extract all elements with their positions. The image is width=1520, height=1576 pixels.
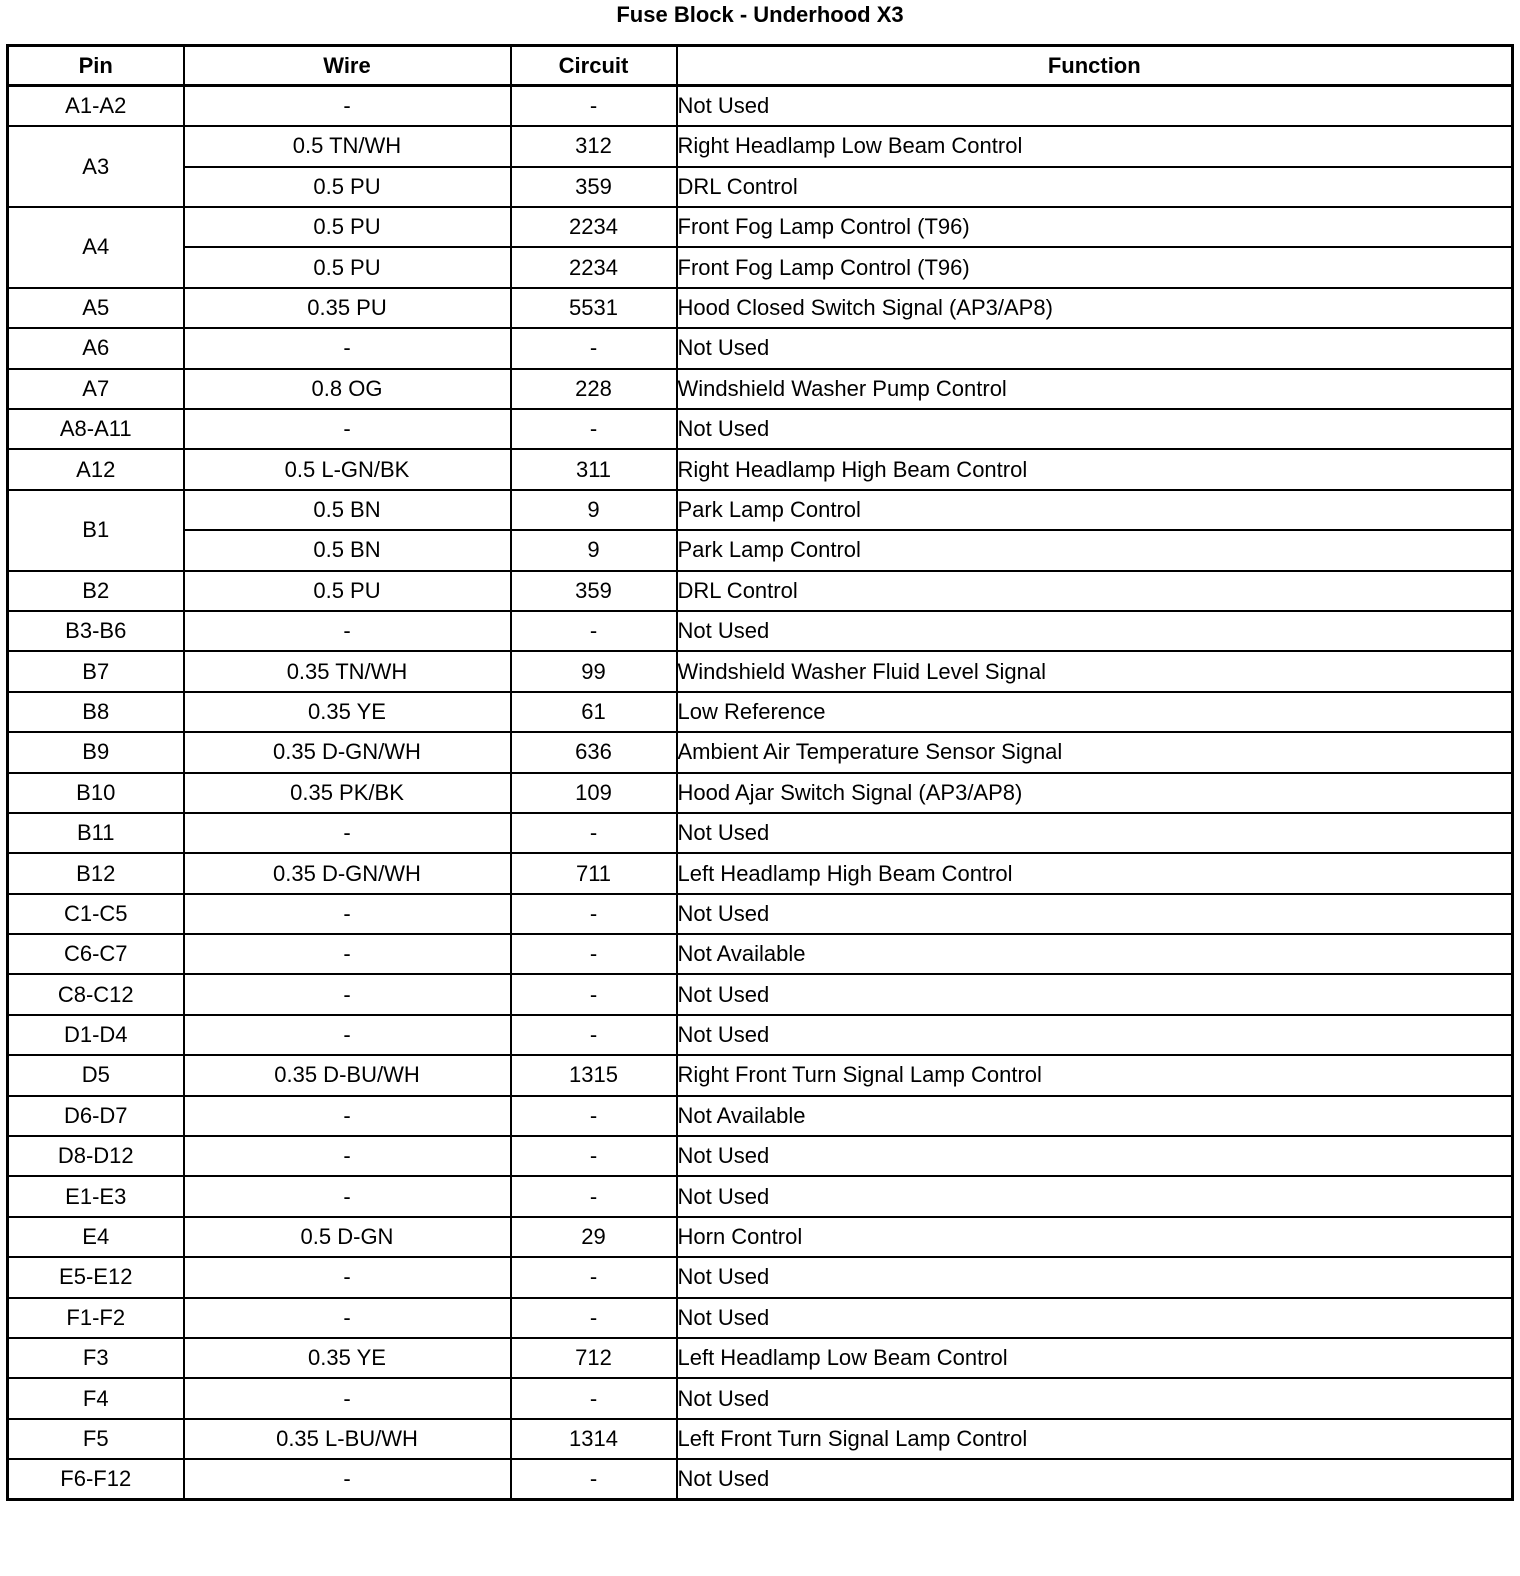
pin-cell: B12 [8, 853, 184, 893]
function-cell: Low Reference [677, 692, 1513, 732]
circuit-cell: 359 [511, 571, 677, 611]
table-row [8, 974, 1513, 1014]
pin-cell: A8-A11 [8, 409, 184, 449]
wire-cell: - [184, 409, 511, 449]
circuit-cell: 99 [511, 651, 677, 691]
circuit-cell: 711 [511, 853, 677, 893]
circuit-cell: - [511, 1257, 677, 1297]
table-row [8, 328, 1513, 368]
pin-cell: B8 [8, 692, 184, 732]
function-cell: Not Used [677, 1459, 1513, 1499]
table-row [8, 126, 1513, 166]
wire-cell: 0.5 L-GN/BK [184, 449, 511, 489]
function-cell: Not Used [677, 1136, 1513, 1176]
pin-cell: B11 [8, 813, 184, 853]
wire-cell: - [184, 611, 511, 651]
wire-cell: - [184, 1257, 511, 1297]
circuit-cell: - [511, 1136, 677, 1176]
function-cell: Not Used [677, 328, 1513, 368]
function-cell: Horn Control [677, 1217, 1513, 1257]
function-cell: Right Front Turn Signal Lamp Control [677, 1055, 1513, 1095]
pin-cell: D6-D7 [8, 1096, 184, 1136]
function-cell: Windshield Washer Fluid Level Signal [677, 651, 1513, 691]
table-row [8, 894, 1513, 934]
table-row [8, 167, 1513, 207]
table-row [8, 1096, 1513, 1136]
circuit-cell: 9 [511, 530, 677, 570]
function-cell: Not Used [677, 974, 1513, 1014]
circuit-cell: - [511, 1015, 677, 1055]
table-row [8, 369, 1513, 409]
function-cell: Right Headlamp Low Beam Control [677, 126, 1513, 166]
table-row [8, 571, 1513, 611]
table-row [8, 490, 1513, 530]
wire-cell: 0.5 BN [184, 490, 511, 530]
table-row [8, 773, 1513, 813]
pin-cell: E1-E3 [8, 1176, 184, 1216]
wire-cell: - [184, 1459, 511, 1499]
circuit-cell: - [511, 813, 677, 853]
table-row [8, 288, 1513, 328]
wire-cell: - [184, 1015, 511, 1055]
wire-cell: 0.5 PU [184, 571, 511, 611]
wire-cell: 0.5 PU [184, 167, 511, 207]
function-cell: Not Used [677, 813, 1513, 853]
pin-cell: F4 [8, 1378, 184, 1418]
pin-cell: B9 [8, 732, 184, 772]
pin-cell: B7 [8, 651, 184, 691]
function-cell: Not Used [677, 409, 1513, 449]
pin-cell: F6-F12 [8, 1459, 184, 1499]
wire-cell: 0.5 D-GN [184, 1217, 511, 1257]
wire-cell: 0.35 PK/BK [184, 773, 511, 813]
function-cell: Not Used [677, 894, 1513, 934]
table-row [8, 1015, 1513, 1055]
pin-cell: B3-B6 [8, 611, 184, 651]
circuit-cell: 61 [511, 692, 677, 732]
wire-cell: 0.5 PU [184, 207, 511, 247]
circuit-cell: - [511, 894, 677, 934]
circuit-cell: 1315 [511, 1055, 677, 1095]
pin-cell: F5 [8, 1419, 184, 1459]
pin-cell: A3 [8, 126, 184, 207]
pin-cell: E5-E12 [8, 1257, 184, 1297]
wire-cell: 0.35 TN/WH [184, 651, 511, 691]
wire-cell: - [184, 86, 511, 126]
circuit-cell: - [511, 328, 677, 368]
function-cell: Windshield Washer Pump Control [677, 369, 1513, 409]
circuit-cell: 312 [511, 126, 677, 166]
circuit-cell: 5531 [511, 288, 677, 328]
function-cell: DRL Control [677, 167, 1513, 207]
table-row [8, 1419, 1513, 1459]
function-cell: Right Headlamp High Beam Control [677, 449, 1513, 489]
pin-cell: B10 [8, 773, 184, 813]
wire-cell: - [184, 1298, 511, 1338]
function-cell: Not Used [677, 1257, 1513, 1297]
wire-cell: 0.35 PU [184, 288, 511, 328]
circuit-cell: 109 [511, 773, 677, 813]
table-title: Fuse Block - Underhood X3 [616, 2, 904, 27]
wire-cell: - [184, 974, 511, 1014]
column-header-circuit: Circuit [511, 46, 677, 86]
function-cell: Front Fog Lamp Control (T96) [677, 247, 1513, 287]
circuit-cell: 1314 [511, 1419, 677, 1459]
table-row [8, 813, 1513, 853]
column-header-pin: Pin [8, 46, 184, 86]
circuit-cell: 228 [511, 369, 677, 409]
wire-cell: 0.5 BN [184, 530, 511, 570]
pin-cell: A6 [8, 328, 184, 368]
pin-cell: D5 [8, 1055, 184, 1095]
circuit-cell: - [511, 934, 677, 974]
column-header-function: Function [677, 46, 1513, 86]
circuit-cell: - [511, 1096, 677, 1136]
table-row [8, 732, 1513, 772]
function-cell: Not Used [677, 611, 1513, 651]
circuit-cell: 2234 [511, 247, 677, 287]
table-row [8, 934, 1513, 974]
circuit-cell: 9 [511, 490, 677, 530]
function-cell: Not Used [677, 1176, 1513, 1216]
wire-cell: 0.8 OG [184, 369, 511, 409]
pin-cell: A5 [8, 288, 184, 328]
table-row [8, 1378, 1513, 1418]
table-row [8, 1176, 1513, 1216]
function-cell: Front Fog Lamp Control (T96) [677, 207, 1513, 247]
table-row [8, 1338, 1513, 1378]
pinout-table [6, 44, 1514, 1501]
function-cell: Park Lamp Control [677, 490, 1513, 530]
table-row [8, 853, 1513, 893]
function-cell: Ambient Air Temperature Sensor Signal [677, 732, 1513, 772]
table-row [8, 692, 1513, 732]
circuit-cell: - [511, 86, 677, 126]
table-row [8, 1136, 1513, 1176]
wire-cell: 0.35 D-BU/WH [184, 1055, 511, 1095]
wire-cell: - [184, 1096, 511, 1136]
pin-cell: A4 [8, 207, 184, 288]
function-cell: Left Headlamp Low Beam Control [677, 1338, 1513, 1378]
circuit-cell: - [511, 974, 677, 1014]
circuit-cell: - [511, 1459, 677, 1499]
pin-cell: E4 [8, 1217, 184, 1257]
pin-cell: D1-D4 [8, 1015, 184, 1055]
table-row [8, 611, 1513, 651]
table-row [8, 1459, 1513, 1499]
function-cell: Left Front Turn Signal Lamp Control [677, 1419, 1513, 1459]
function-cell: Park Lamp Control [677, 530, 1513, 570]
table-row [8, 1055, 1513, 1095]
wire-cell: 0.5 TN/WH [184, 126, 511, 166]
circuit-cell: 359 [511, 167, 677, 207]
circuit-cell: 2234 [511, 207, 677, 247]
function-cell: Hood Ajar Switch Signal (AP3/AP8) [677, 773, 1513, 813]
pin-cell: B2 [8, 571, 184, 611]
circuit-cell: - [511, 409, 677, 449]
function-cell: Left Headlamp High Beam Control [677, 853, 1513, 893]
table-row [8, 1217, 1513, 1257]
circuit-cell: - [511, 1298, 677, 1338]
wire-cell: 0.35 YE [184, 1338, 511, 1378]
pin-cell: F1-F2 [8, 1298, 184, 1338]
table-row [8, 86, 1513, 126]
function-cell: Not Used [677, 86, 1513, 126]
wire-cell: - [184, 894, 511, 934]
function-cell: Not Used [677, 1298, 1513, 1338]
function-cell: Not Available [677, 1096, 1513, 1136]
wire-cell: 0.35 L-BU/WH [184, 1419, 511, 1459]
wire-cell: 0.35 D-GN/WH [184, 732, 511, 772]
pin-cell: B1 [8, 490, 184, 571]
table-row [8, 409, 1513, 449]
table-row [8, 449, 1513, 489]
function-cell: Not Available [677, 934, 1513, 974]
wire-cell: 0.35 D-GN/WH [184, 853, 511, 893]
table-row [8, 530, 1513, 570]
table-body [8, 86, 1513, 1500]
table-row [8, 207, 1513, 247]
function-cell: Not Used [677, 1378, 1513, 1418]
circuit-cell: - [511, 611, 677, 651]
wire-cell: - [184, 1378, 511, 1418]
table-row [8, 247, 1513, 287]
wire-cell: - [184, 328, 511, 368]
pin-cell: A7 [8, 369, 184, 409]
circuit-cell: - [511, 1176, 677, 1216]
table-row [8, 1298, 1513, 1338]
wire-cell: 0.35 YE [184, 692, 511, 732]
wire-cell: - [184, 1136, 511, 1176]
pin-cell: A1-A2 [8, 86, 184, 126]
circuit-cell: - [511, 1378, 677, 1418]
pin-cell: F3 [8, 1338, 184, 1378]
header-row [8, 46, 1513, 86]
wire-cell: - [184, 1176, 511, 1216]
wire-cell: 0.5 PU [184, 247, 511, 287]
wire-cell: - [184, 813, 511, 853]
wire-cell: - [184, 934, 511, 974]
circuit-cell: 712 [511, 1338, 677, 1378]
pin-cell: D8-D12 [8, 1136, 184, 1176]
function-cell: Hood Closed Switch Signal (AP3/AP8) [677, 288, 1513, 328]
circuit-cell: 29 [511, 1217, 677, 1257]
column-header-wire: Wire [184, 46, 511, 86]
circuit-cell: 311 [511, 449, 677, 489]
pin-cell: C1-C5 [8, 894, 184, 934]
function-cell: Not Used [677, 1015, 1513, 1055]
pin-cell: C6-C7 [8, 934, 184, 974]
table-row [8, 1257, 1513, 1297]
function-cell: DRL Control [677, 571, 1513, 611]
pin-cell: C8-C12 [8, 974, 184, 1014]
table-row [8, 651, 1513, 691]
pin-cell: A12 [8, 449, 184, 489]
circuit-cell: 636 [511, 732, 677, 772]
